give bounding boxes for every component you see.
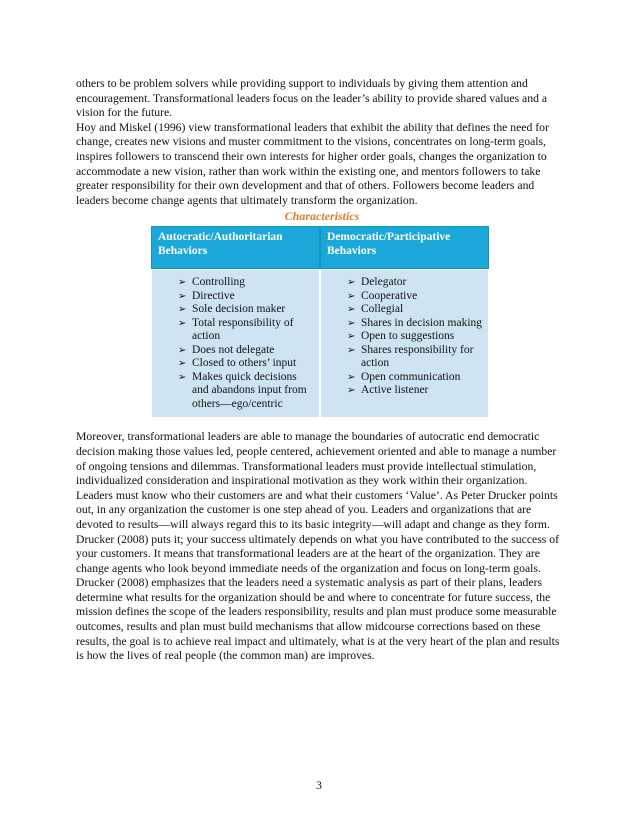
list-item: ➢ Controlling (178, 276, 246, 289)
arrow-bullet-icon: ➢ (178, 371, 187, 383)
list-item: ➢ Sole decision maker (178, 303, 286, 316)
democratic-cell (320, 269, 489, 418)
arrow-bullet-icon: ➢ (347, 371, 356, 383)
paragraph-customers: Leaders must know who their customers are and what their customers ‘Value’. As Peter Drucker points out, in any organization the customer is one step ahead of you. Leaders and organizations that are devoted to results—will always regard this to its basic integrity—will adapt and change as they form. Drucker (2008) puts it; your success ultimately depends on what you have contributed to the success of your customers. It means that transformational leaders are at the heart of the organization. They are change agents who look beyond immediate needs of the organization and focus on long-term goals. Drucker (2008) emphasizes that the leaders need a systematic analysis as part of their plans, leaders determine what results for the organization should be and where to concentrate for future success, the mission defines the scope of the leaders responsibility, results and plan must produce some measurable outcomes, results and plan must build mechanisms that allow midcourse corrections based on these results, the goal is to achieve real impact and ultimately, what is at the very heart of the plan and results is how the lives of real people (the common man) are improves. (76, 488, 560, 663)
page-number: 3 (316, 780, 322, 792)
paragraph-hoy-miskel: Hoy and Miskel (1996) view transformational leaders that exhibit the ability that defines the need for change, creates new visions and muster commitment to the visions, concentrates on long-term goals, inspires followers to transcend their own interests for higher order goals, changes the organization to accommodate a new vision, rather than work within the existing one, and mentors followers to take greater responsibility for their own development and that of others. Followers become leaders and leaders become change agents that ultimately transform the organization. (76, 120, 549, 207)
arrow-bullet-icon: ➢ (347, 304, 356, 316)
arrow-bullet-icon: ➢ (347, 331, 356, 343)
arrow-bullet-icon: ➢ (347, 290, 356, 302)
list-item: ➢ Open communication (347, 370, 461, 383)
arrow-bullet-icon: ➢ (347, 317, 356, 329)
characteristics-table (151, 226, 489, 418)
arrow-bullet-icon: ➢ (347, 344, 356, 356)
list-item: ➢ Open to suggestions (347, 330, 455, 343)
arrow-bullet-icon: ➢ (178, 277, 187, 289)
arrow-bullet-icon: ➢ (178, 304, 187, 316)
list-item: ➢ Shares in decision making (347, 316, 483, 329)
autocratic-cell (151, 269, 320, 418)
list-item: ➢ Shares responsibility for action (347, 343, 474, 370)
list-item: ➢ Cooperative (347, 289, 418, 302)
arrow-bullet-icon: ➢ (178, 317, 187, 329)
autocratic-list (156, 276, 315, 411)
list-item: ➢ Directive (178, 289, 235, 302)
list-item: ➢ Delegator (347, 276, 407, 289)
arrow-bullet-icon: ➢ (347, 277, 356, 289)
document-page (76, 77, 568, 664)
autocratic-header: Autocratic/Authoritarian Behaviors (151, 226, 320, 269)
characteristics-title: Characteristics (284, 209, 360, 224)
arrow-bullet-icon: ➢ (178, 358, 187, 370)
paragraph-intro: others to be problem solvers while providing support to individuals by giving them attention and encouragement. Transformational leaders focus on the leader’s ability to provide shared values and a vision for the future. (76, 77, 548, 120)
democratic-header: Democratic/Participative Behaviors (320, 226, 489, 269)
list-item: ➢ Collegial (347, 303, 404, 316)
democratic-list (325, 276, 484, 398)
list-item: ➢ Makes quick decisions and abandons input from others—ego/centric (178, 370, 307, 410)
list-item: ➢ Does not delegate (178, 343, 275, 356)
list-item: ➢ Active listener (347, 384, 429, 397)
list-item: ➢ Closed to others’ input (178, 357, 297, 370)
paragraph-moreover: Moreover, transformational leaders are able to manage the boundaries of autocratic end democratic decision making those values led, people centered, achievement oriented and able to manage a number of ongoing tensions and dilemmas. Transformational leaders must provide intellectual stimulation, individualized consideration and inspirational motivation as they work within their organization. (76, 430, 557, 488)
arrow-bullet-icon: ➢ (178, 290, 187, 302)
arrow-bullet-icon: ➢ (347, 385, 356, 397)
list-item: ➢ Total responsibility of action (178, 316, 294, 343)
arrow-bullet-icon: ➢ (178, 344, 187, 356)
